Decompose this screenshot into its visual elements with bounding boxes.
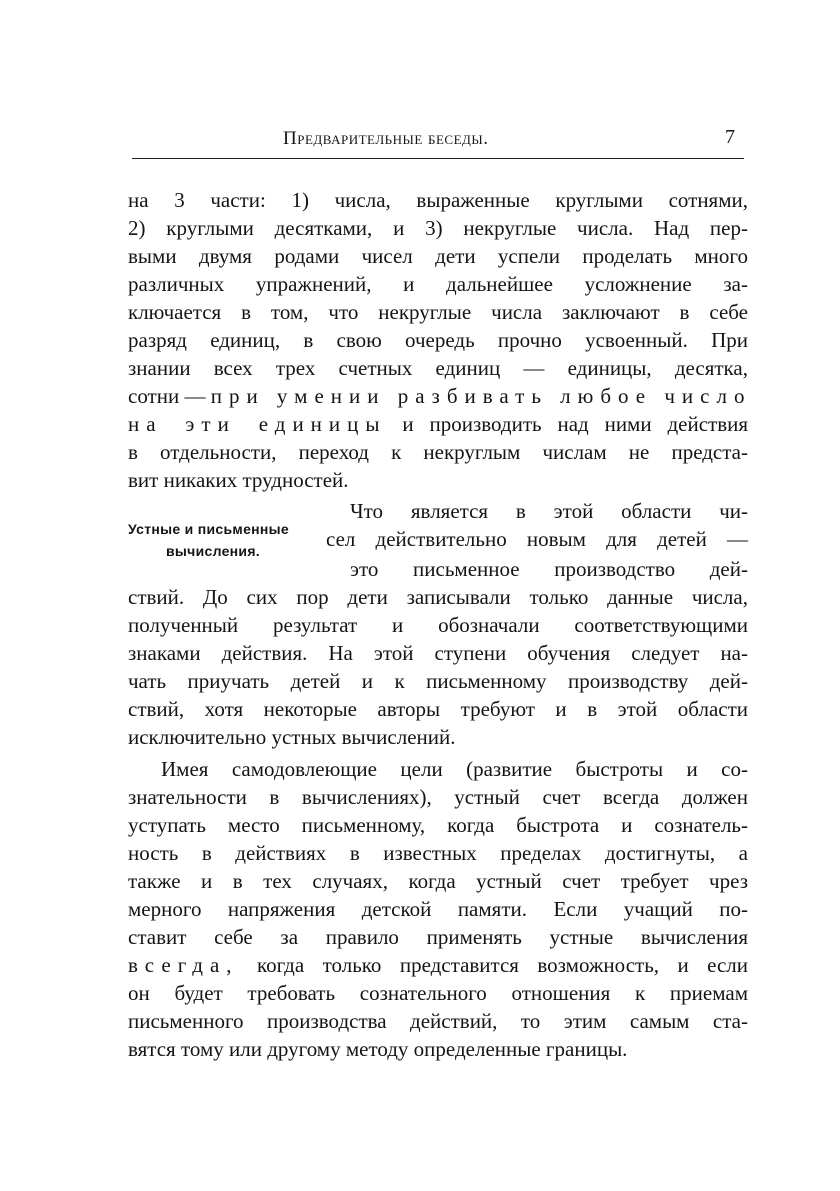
emphasized-text: всегда, (128, 953, 239, 977)
text-line (128, 382, 752, 410)
text-line: ствий. До сих пор дети записывали только данные числа, (128, 585, 748, 609)
side-heading (128, 518, 338, 562)
side-heading-line: Устные и письменные (128, 521, 290, 537)
text-line: уступать место письменному, когда быстрота и сознатель- (128, 813, 748, 837)
text-line: письменного производства действий, то этим самым ста- (128, 1009, 748, 1033)
text-line: также и в тех случаях, когда устный счет требует чрез (128, 869, 748, 893)
text-line: исключительно устных вычислений. (128, 725, 456, 749)
text-line: в отдельности, переход к некруглым числам не предста- (128, 440, 748, 464)
text-line (128, 410, 748, 438)
text-line: вятся тому или другому методу определенные границы. (128, 1037, 628, 1061)
text-line: разряд единиц, в свою очередь прочно усвоенный. При (128, 328, 748, 352)
text-line: Имея самодовлеющие цели (развитие быстроты и со- (161, 757, 748, 781)
text-line: различных упражнений, и дальнейшее усложнение за- (128, 272, 748, 296)
text-line: знательности в вычислениях), устный счет всегда должен (128, 785, 748, 809)
text-line: на 3 части: 1) числа, выраженные круглыми сотнями, (128, 188, 748, 212)
text-line: знании всех трех счетных единиц — единицы, десятка, (128, 356, 748, 380)
text-line: ставит себе за правило применять устные вычисления (128, 925, 748, 949)
text-line: полученный результат и обозначали соответствующими (128, 613, 748, 637)
text-line: он будет требовать сознательного отношения к приемам (128, 981, 748, 1005)
text-line: Что является в этой области чи- (350, 499, 748, 523)
text-line: знаками действия. На этой ступени обучения следует на- (128, 641, 748, 665)
text-line: ность в действиях в известных пределах достигнуты, а (128, 841, 748, 865)
text-line: чать приучать детей и к письменному производству дей- (128, 669, 748, 693)
text-line: 2) круглыми десятками, и 3) некруглые числа. Над пер- (128, 216, 748, 240)
text-fragment: и производить над ними действия (402, 412, 749, 436)
emphasized-text: на эти единицы (128, 412, 387, 436)
text-fragment: сотни — (128, 384, 206, 408)
text-line: ствий, хотя некоторые авторы требуют и в этой области (128, 697, 748, 721)
page-number: 7 (725, 126, 735, 148)
text-line: сел действительно новым для детей — (326, 527, 748, 551)
text-fragment: когда только представится возможность, и если (256, 953, 749, 977)
text-line: ключается в том, что некруглые числа заключают в себе (128, 300, 748, 324)
emphasized-text: при умении разбивать любое число (210, 384, 752, 408)
text-line (128, 951, 748, 979)
running-title: Предварительные беседы. (283, 128, 489, 149)
text-line: вит никаких трудностей. (128, 468, 349, 492)
page-header (128, 128, 748, 158)
header-rule (132, 158, 744, 159)
text-line: это письменное производство дей- (350, 557, 748, 581)
side-heading-line: вычисления. (166, 543, 260, 559)
text-line: мерного напряжения детской памяти. Если учащий по- (128, 897, 748, 921)
text-line: выми двумя родами чисел дети успели проделать много (128, 244, 748, 268)
